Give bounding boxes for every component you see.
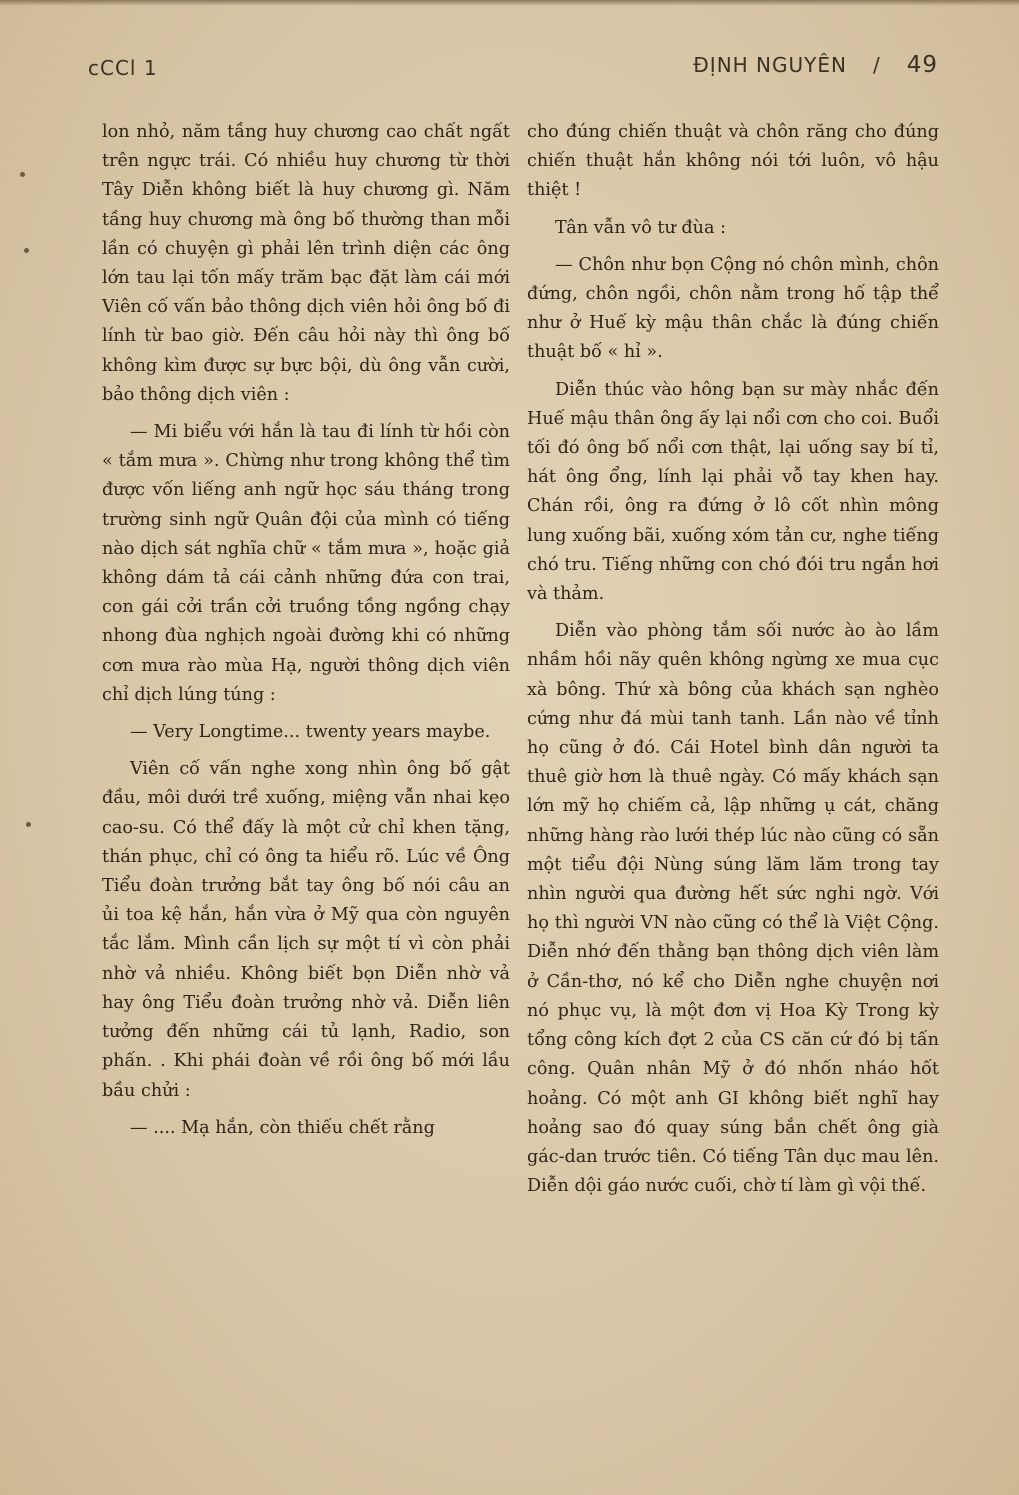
paragraph: — .... Mạ hắn, còn thiếu chết rằng [130, 1117, 435, 1138]
page-number: 49 [906, 52, 938, 78]
paragraph: lon nhỏ, năm tầng huy chương cao chất ngất trên ngực trái. Có nhiều huy chương từ thời Tây Diễn không biết là huy chương gì. Năm tầng huy chương mà ông bố thường than mỗi lần có chuyện gì phải lên trình diện các ông lớn tau lại tốn mấy trăm bạc đặt làm cái mới Viên cố vấn bảo thông dịch viên hỏi ông bố đi lính từ bao giờ. Đến câu hỏi này thì ông bố không kìm được sự bực bội, dù ông vẫn cười, bảo thông dịch viên : [102, 122, 510, 405]
paragraph: — Chôn như bọn Cộng nó chôn mình, chôn đứng, chôn ngồi, chôn nằm trong hố tập thể như ở Huế kỳ mậu thân chắc là đúng chiến thuật bố « hỉ ». [527, 254, 939, 363]
header-author: ĐỊNH NGUYÊN [693, 53, 847, 77]
paragraph: — Mi biểu với hắn là tau đi lính từ hồi còn « tắm mưa ». Chừng như trong không thể tìm được vốn liếng anh ngữ học sáu tháng trong trường sinh ngữ Quân đội của mình có tiếng nào dịch sát nghĩa chữ « tắm mưa », hoặc giả không dám tả cái cảnh những đứa con trai, con gái cởi trần cởi truồng tồng ngồng chạy nhong đùa nghịch ngoài đường khi có những cơn mưa rào mùa Hạ, người thông dịch viên chỉ dịch lúng túng : [102, 422, 510, 705]
margin-speck [26, 822, 31, 827]
margin-speck [20, 172, 25, 177]
left-column [102, 118, 510, 1151]
header-left-mark: ᴄCCl 1 [88, 56, 158, 80]
paragraph: — Very Longtime... twenty years maybe. [130, 722, 491, 743]
margin-speck [24, 248, 29, 253]
paragraph: cho đúng chiến thuật và chôn răng cho đúng chiến thuật hắn không nói tới luôn, vô hậu thiệt ! [527, 122, 939, 201]
paragraph: Viên cố vấn nghe xong nhìn ông bố gật đầu, môi dưới trề xuống, miệng vẫn nhai kẹo cao-su. Có thể đấy là một cử chỉ khen tặng, thán phục, chỉ có ông ta hiểu rõ. Lúc về Ông Tiểu đoàn trưởng bắt tay ông bố nói câu an ủi toa kệ hắn, hắn vừa ở Mỹ qua còn nguyên tắc lắm. Mình cần lịch sự một tí vì còn phải nhờ vả nhiều. Không biết bọn Diễn nhờ vả hay ông Tiểu đoàn trưởng nhờ vả. Diễn liên tưởng đến những cái tủ lạnh, Radio, son phấn. . Khi phái đoàn về rồi ông bố mới lầu bầu chửi : [102, 759, 510, 1101]
paragraph: Tân vẫn vô tư đùa : [555, 217, 727, 238]
running-header [88, 52, 938, 88]
page-top-edge [0, 0, 1019, 6]
paragraph: Diễn thúc vào hông bạn sư mày nhắc đến Huế mậu thân ông ấy lại nổi cơn cho coi. Buổi tối đó ông bố nổi cơn thật, lại uống say bí tỉ, hát ông ổng, lính lại phải vỗ tay khen hay. Chán rồi, ông ra đứng ở lô cốt nhìn mông lung xuống bãi, xuống xóm tản cư, nghe tiếng chó tru. Tiếng những con chó đói tru ngắn hơi và thảm. [527, 379, 939, 605]
header-right [693, 52, 938, 78]
right-column [527, 118, 939, 1209]
paragraph: Diễn vào phòng tắm sối nước ào ào lầm nhầm hồi nãy quên không ngừng xe mua cục xà bông. Thứ xà bông của khách sạn nghèo cứng như đá mùi tanh tanh. Lần nào về tỉnh họ cũng ở đó. Cái Hotel bình dân người ta thuê giờ hơn là thuê ngày. Có mấy khách sạn lớn mỹ họ chiếm cả, lập những ụ cát, chăng những hàng rào lưới thép lúc nào cũng có sẵn một tiểu đội Nùng súng lăm lăm trong tay nhìn người qua đường hết sức nghi ngờ. Với họ thì người VN nào cũng có thể là Việt Cộng. Diễn nhớ đến thằng bạn thông dịch viên làm ở Cần-thơ, nó kể cho Diễn nghe chuyện nơi nó phục vụ, là một đơn vị Hoa Kỳ Trong kỳ tổng công kích đợt 2 của CS căn cứ đó bị tấn công. Quân nhân Mỹ ở đó nhốn nháo hốt hoảng. Có một anh GI không biết nghĩ hay hoảng sao đó quay súng bắn chết ông già gác-dan trước tiên. Có tiếng Tân dục mau lên. Diễn dội gáo nước cuối, chờ tí làm gì vội thế. [527, 621, 939, 1197]
header-separator: / [872, 53, 881, 77]
